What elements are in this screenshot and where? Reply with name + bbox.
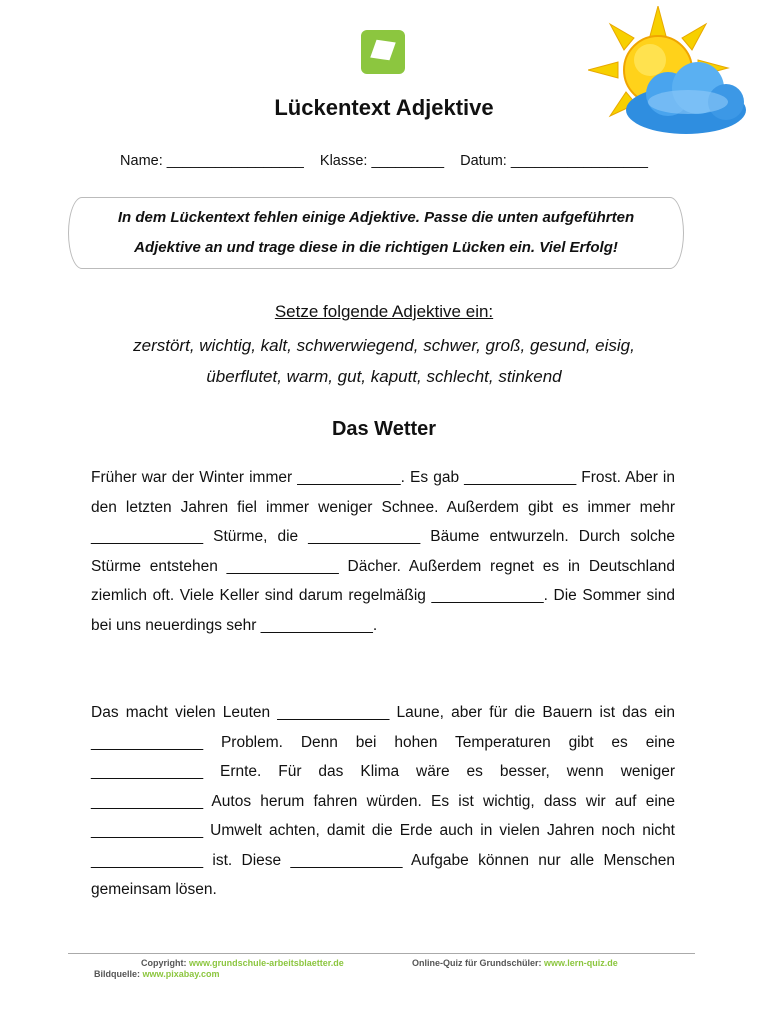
word-bank-line: überflutet, warm, gut, kaputt, schlecht, stinkend	[206, 367, 562, 386]
instructions-line: In dem Lückentext fehlen einige Adjektive. Passe die unten aufgeführten	[117, 209, 635, 226]
class-field: Klasse: _________	[319, 153, 445, 169]
footer-image-source: Bildquelle: www.pixabay.com	[94, 969, 220, 979]
copyright-link[interactable]: www.grundschule-arbeitsblaetter.de	[189, 958, 344, 968]
story-title: Das Wetter	[331, 418, 437, 440]
story-paragraph: Früher war der Winter immer ____________. Es gab _____________ Frost. Aber in den letzten Jahren fiel immer weniger Schnee. Außerdem gibt es immer mehr _____________ Stürme, die _____________ Bäume entwurzeln. Durch solche Stürme entstehen _____________ Dächer. Außerdem regnet es in Deutschland ziemlich oft. Viele Keller sind darum regelmäßig _____________. Die Sommer sind bei uns neuerdings sehr _____________.	[91, 469, 675, 634]
page-title: Lückentext Adjektive	[274, 95, 494, 120]
word-bank-line: zerstört, wichtig, kalt, schwerwiegend, schwer, groß, gesund, eisig,	[133, 336, 635, 355]
footer-copyright: Copyright: www.grundschule-arbeitsblaetter.de	[141, 958, 344, 968]
footer-quiz: Online-Quiz für Grundschüler: www.lern-quiz.de	[412, 958, 618, 968]
footer-divider	[68, 953, 695, 954]
instructions-box	[68, 197, 684, 269]
quiz-link[interactable]: www.lern-quiz.de	[544, 958, 618, 968]
word-bank-heading: Setze folgende Adjektive ein:	[274, 302, 494, 321]
date-field: Datum: _________________	[460, 153, 648, 169]
name-field: Name: _________________	[120, 153, 304, 169]
image-source-link[interactable]: www.pixabay.com	[142, 969, 220, 979]
instructions-line: Adjektive an und trage diese in die richtigen Lücken ein. Viel Erfolg!	[134, 239, 618, 256]
student-info-line	[0, 153, 768, 169]
sun-cloud-icon	[588, 6, 748, 146]
word-bank	[80, 330, 688, 392]
story-paragraph: Das macht vielen Leuten _____________ Laune, aber für die Bauern ist das ein _____________ Problem. Denn bei hohen Temperaturen gibt es eine _____________ Ernte. Für das Klima wäre es besser, wenn weniger _____________ Autos herum fahren würden. Es ist wichtig, dass wir auf eine _____________ Umwelt achten, damit die Erde auch in vielen Jahren noch nicht _____________ ist. Diese _____________ Aufgabe können nur alle Menschen gemeinsam lösen.	[91, 704, 675, 898]
sheet-logo-icon	[361, 30, 405, 74]
